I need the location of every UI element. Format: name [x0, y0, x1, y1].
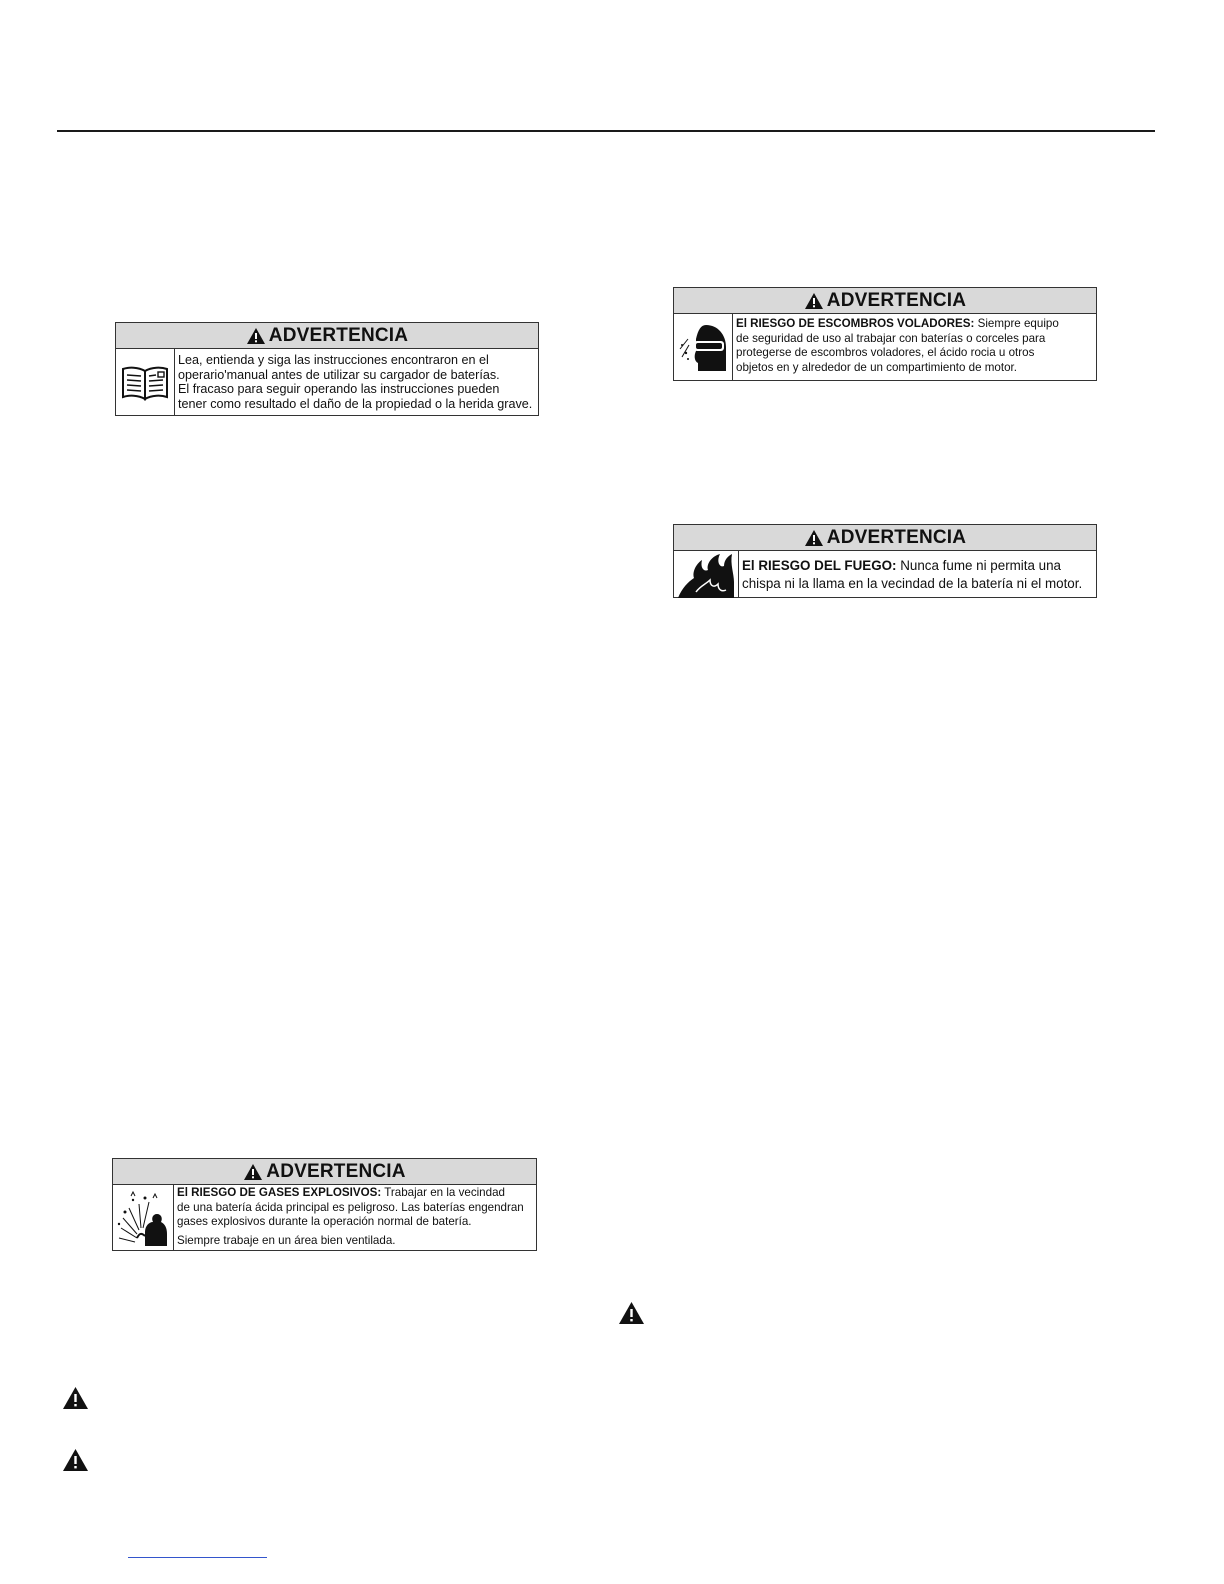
warning-line: Nunca fume ni permita una	[896, 558, 1062, 573]
warning-text	[174, 1185, 527, 1251]
warning-triangle-icon	[62, 1386, 89, 1410]
warning-line: gases explosivos durante la operación normal de batería.	[177, 1215, 472, 1229]
warning-triangle-icon	[804, 292, 824, 310]
warning-triangle-icon	[62, 1448, 89, 1472]
warning-note: Siempre trabaje en un área bien ventilada.	[177, 1233, 396, 1247]
warning-header	[674, 525, 1096, 551]
warning-title: ADVERTENCIA	[826, 289, 967, 311]
warning-line: operario'manual antes de utilizar su cargador de baterías.	[178, 367, 500, 382]
warning-text	[175, 349, 535, 416]
warning-line: Trabajar en la vecindad	[381, 1186, 505, 1199]
warning-triangle-icon	[804, 529, 824, 547]
warning-triangle-icon	[246, 327, 266, 345]
warning-line: de una batería ácida principal es peligroso. Las baterías engendran	[177, 1200, 524, 1214]
warning-text	[739, 551, 1085, 598]
warning-line: protegerse de escombros voladores, el ácido rocia u otros	[736, 346, 1035, 360]
explosion-icon	[113, 1185, 174, 1251]
warning-title: ADVERTENCIA	[826, 526, 967, 548]
fire-flames-icon	[674, 551, 739, 598]
warning-title: ADVERTENCIA	[266, 1160, 406, 1182]
header-rule	[57, 130, 1155, 132]
warning-lead: El RIESGO DEL FUEGO:	[742, 558, 897, 573]
warning-line: Siempre equipo	[974, 317, 1059, 330]
warning-line: de seguridad de uso al trabajar con baterías o corceles para	[736, 331, 1046, 345]
warning-triangle-icon	[618, 1301, 645, 1325]
warning-title: ADVERTENCIA	[268, 324, 409, 346]
warning-box-manual	[115, 322, 539, 416]
link-underline[interactable]	[128, 1557, 267, 1558]
warning-header	[674, 288, 1096, 314]
warning-lead: El RIESGO DE ESCOMBROS VOLADORES:	[736, 317, 975, 330]
warning-box-gases	[112, 1158, 537, 1251]
warning-triangle-icon	[243, 1163, 263, 1181]
warning-header	[113, 1159, 536, 1185]
warning-line: objetos en y alrededor de un compartimiento de motor.	[736, 360, 1017, 374]
warning-line: Lea, entienda y siga las instrucciones encontraron en el	[178, 353, 489, 367]
warning-box-debris	[673, 287, 1097, 381]
warning-lead: El RIESGO DE GASES EXPLOSIVOS:	[177, 1186, 382, 1199]
manual-book-icon	[116, 349, 175, 416]
warning-line: chispa ni la llama en la vecindad de la batería ni el motor.	[742, 575, 1083, 591]
warning-text	[733, 314, 1062, 381]
warning-box-fire	[673, 524, 1097, 598]
warning-header	[116, 323, 538, 349]
warning-line: tener como resultado el daño de la propiedad o la herida grave.	[178, 396, 533, 411]
safety-goggles-icon	[674, 314, 733, 381]
warning-line: El fracaso para seguir operando las instrucciones pueden	[178, 382, 500, 397]
